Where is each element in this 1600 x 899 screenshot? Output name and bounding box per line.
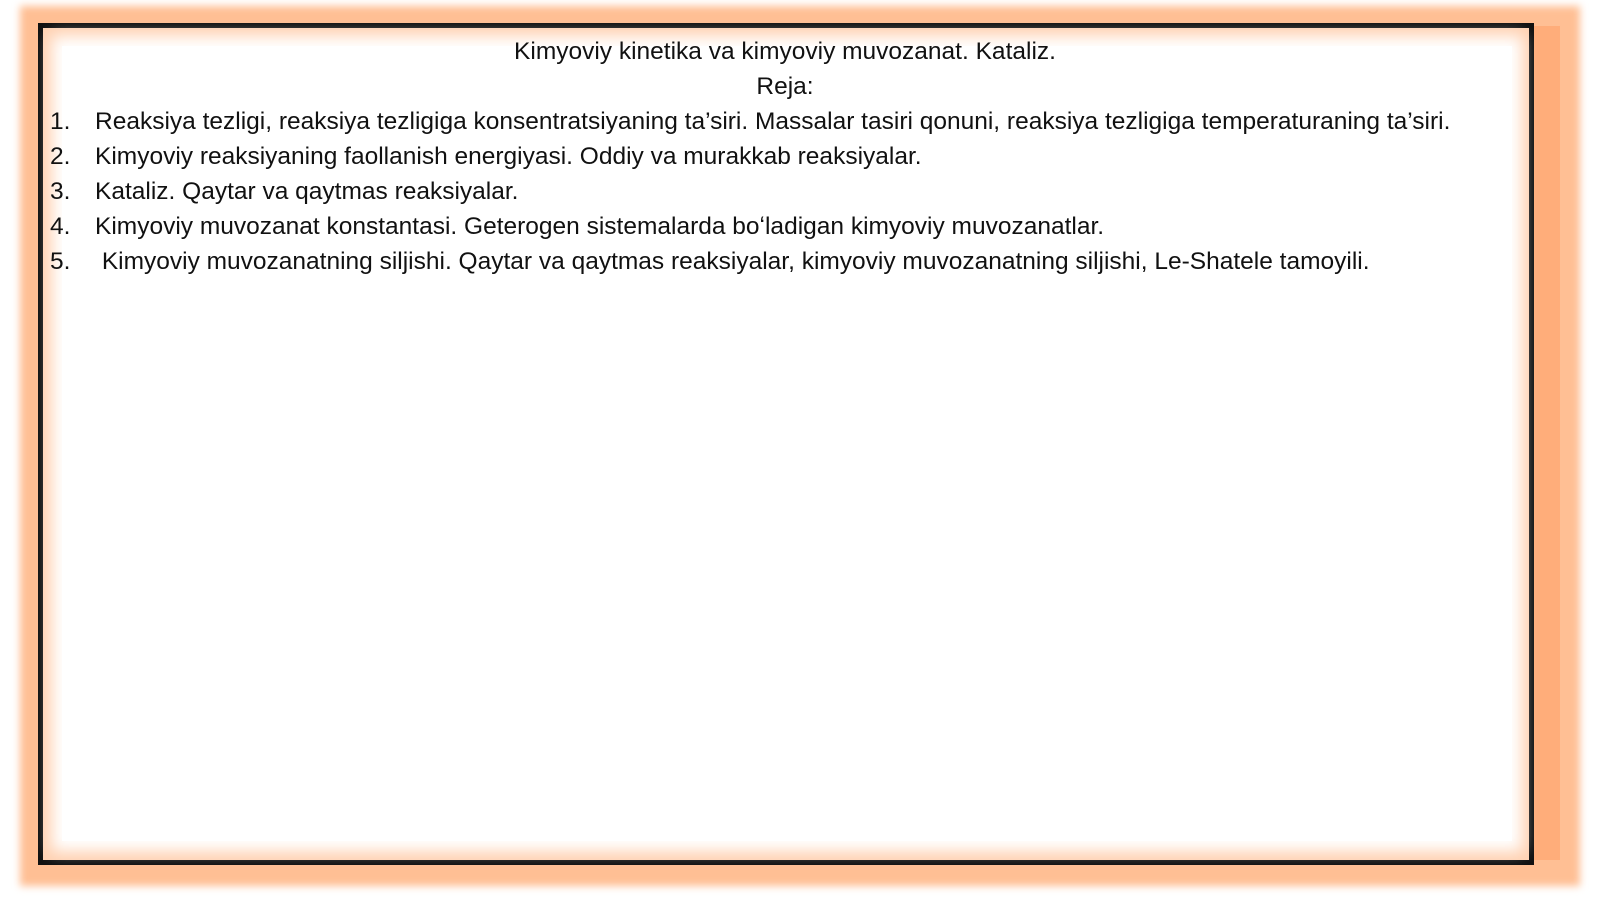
plan-item xyxy=(50,244,1520,279)
plan-item-number: 5. xyxy=(50,248,71,275)
plan-item xyxy=(50,174,1520,209)
plan-item xyxy=(50,104,1520,139)
plan-item xyxy=(50,139,1520,174)
plan-item xyxy=(50,209,1520,244)
plan-list xyxy=(50,104,1520,279)
plan-item-text: Kimyoviy muvozanat konstantasi. Geterogen sistemalarda boʻladigan kimyoviy muvozanatlar. xyxy=(95,213,1105,240)
plan-item-number: 3. xyxy=(50,178,71,205)
slide-title: Kimyoviy kinetika va kimyoviy muvozanat. Kataliz. xyxy=(514,38,1056,65)
plan-item-number: 1. xyxy=(50,108,71,135)
plan-item-text: Kataliz. Qaytar va qaytmas reaksiyalar. xyxy=(95,178,519,205)
slide-subtitle: Reja: xyxy=(756,73,814,100)
plan-item-text: Kimyoviy muvozanatning siljishi. Qaytar va qaytmas reaksiyalar, kimyoviy muvozanatning siljishi, Le-Shatele tamoyili. xyxy=(95,248,1370,275)
plan-item-number: 4. xyxy=(50,213,71,240)
plan-item-text: Reaksiya tezligi, reaksiya tezligiga konsentratsiyaning ta’siri. Massalar tasiri qonuni, reaksiya tezligiga temperaturaning ta’siri. xyxy=(95,108,1451,135)
plan-item-text: Kimyoviy reaksiyaning faollanish energiyasi. Oddiy va murakkab reaksiyalar. xyxy=(95,143,922,170)
slide-content xyxy=(50,34,1520,279)
plan-item-number: 2. xyxy=(50,143,71,170)
